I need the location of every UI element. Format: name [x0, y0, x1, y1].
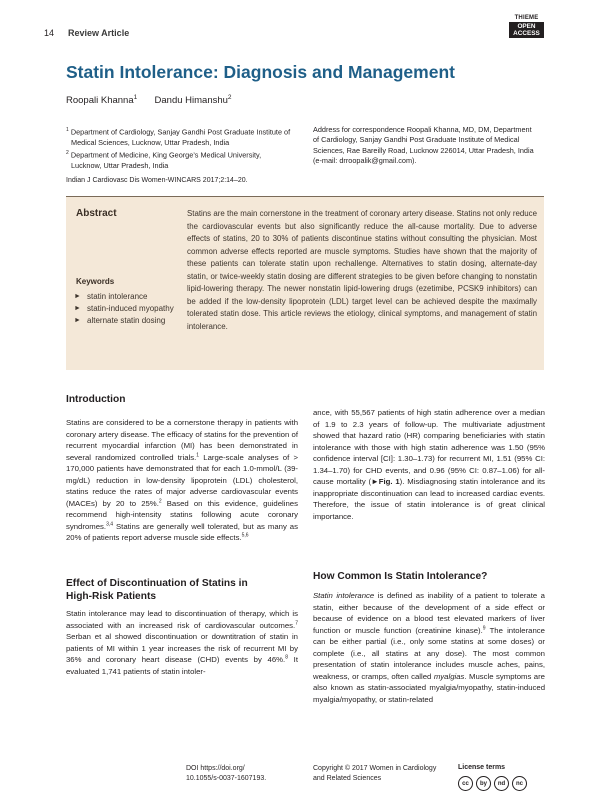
- text-segment: Statins are considered to be a cornerstone therapy in patients with coronary artery disease. The efficacy of statins for the prevention of recurrent myocardial infarction (MI) has been demonstrated in several randomized controlled trials.: [66, 418, 298, 462]
- arrow-bullet-icon: ►: [74, 316, 81, 324]
- text-segment: Statins are generally well tolerated, but as many as 20% of patients report adverse muscle side effects.: [66, 521, 298, 542]
- journal-citation: Indian J Cardiovasc Dis Women-WINCARS 2017;2:14–20.: [66, 177, 248, 184]
- figure-reference: ►Fig. 1: [371, 477, 400, 486]
- reference-mark: 2: [158, 497, 162, 504]
- correspondence-line: (e-mail: drroopalik@gmail.com).: [313, 155, 417, 165]
- correspondence-line: of Cardiology, Sanjay Gandhi Post Graduate Institute of Medical: [313, 135, 520, 145]
- abstract-heading: Abstract: [76, 208, 117, 219]
- how-common-heading: How Common Is Statin Intolerance?: [313, 571, 488, 582]
- text-segment: . Muscle symptoms are also known as statin-associated myalgia/myopathy, statin-induced myalgia/myopathy, or statin-related: [313, 671, 545, 704]
- author-affiliation-mark: 1: [133, 94, 138, 101]
- text-segment: Based on this evidence, guidelines recommend high-intensity statins following acute coronary syndromes.: [66, 498, 298, 531]
- reference-mark: 7: [295, 619, 298, 626]
- text-segment: Large-scale analyses of > 170,000 patients have demonstrated that for each 1.0-mmol/L (39-mg/dL) reduction in low-density lipoprotein (LDL) cholesterol, statins reduce the rates of major adverse cardiovascular events (MACEs) by 20 to 25%.: [66, 452, 298, 508]
- logo-line1: THIEME: [514, 15, 539, 21]
- logo-line3: ACCESS: [513, 30, 540, 37]
- text-segment: myalgias: [433, 671, 465, 681]
- keyword-text: statin-induced myopathy: [87, 303, 174, 313]
- keywords-list: [74, 291, 174, 327]
- keyword-text: alternate statin dosing: [87, 315, 166, 325]
- introduction-text: [66, 417, 298, 544]
- effect-section-text: [66, 608, 298, 677]
- logo-line2: OPEN: [517, 23, 536, 30]
- correspondence-address: [313, 125, 548, 166]
- text-segment: is defined as inability of a patient to tolerate a statin, either because of the development of a side effect or because of evidence on a blood test elevated markers of liver function or muscle function (creatinine kinase).: [313, 591, 545, 635]
- abstract-text: Statins are the main cornerstone in the treatment of coronary artery disease. Statins not only reduce the cardiovascular events but also significantly reduce the all-cause mortality. Due to adverse effects of statins, 20 to 30% of patients discontinue statins without consulting the physician. Most common adverse effects reported are muscle symptoms. Studies have shown that the majority of these patients can tolerate statin upon rechallenge. Alternatives to statin dosing, alternate-day statin, or twice-weekly statin dosing are different strategies to be given before changing to nonstatin lipid-lowering therapy. The newer nonstatin lipid-lowering drugs (ezetimibe, PCSK9 inhibitors) can be added if the low-density lipoprotein (LDL) target level can be achieved despite the maximally tolerated statin dose. This article reviews the etiology, clinical symptoms, and management of statin intolerance.: [187, 209, 537, 331]
- introduction-heading: Introduction: [66, 394, 126, 405]
- text-segment: Serban et al showed discontinuation or downtitration of statin in patients of MI within 1 year increases the risk of recurrent MI by 36% and coronary heart disease (CHD) events by 46%.: [66, 632, 298, 664]
- affiliation-mark: 1: [66, 127, 69, 133]
- nd-icon: nd: [494, 776, 509, 791]
- correspondence-line: Address for correspondence Roopali Khanna, MD, DM, Department: [313, 125, 532, 134]
- reference-mark: 9: [482, 624, 486, 631]
- text-segment: Statin intolerance may lead to discontinuation of therapy, which is associated with an increased risk of cardiovascular outcomes.: [66, 609, 298, 630]
- affiliation-line: Lucknow, Uttar Pradesh, India: [71, 160, 169, 170]
- how-common-text: [313, 590, 545, 705]
- author-name: Dandu Himanshu: [154, 95, 228, 107]
- article-title: Statin Intolerance: Diagnosis and Management: [66, 62, 455, 82]
- author-affiliation-mark: 2: [227, 94, 232, 101]
- heading-line: Effect of Discontinuation of Statins in: [66, 578, 248, 589]
- arrow-bullet-icon: ►: [74, 304, 81, 312]
- effect-section-heading: [66, 577, 298, 603]
- arrow-bullet-icon: ►: [74, 293, 81, 300]
- reference-mark: 8: [285, 654, 288, 661]
- heading-line: High-Risk Patients: [66, 591, 157, 602]
- correspondence-line: Sciences, Rae Bareilly Road, Lucknow 226014, Uttar Pradesh, India: [313, 145, 534, 155]
- keyword-text: statin intolerance: [87, 292, 148, 301]
- license-icons: [458, 776, 527, 791]
- reference-mark: 3,4: [106, 520, 114, 527]
- license-terms-link[interactable]: License terms: [458, 764, 506, 771]
- author-list: [66, 94, 232, 106]
- affiliation-line: Department of Medicine, King George’s Medical University,: [70, 150, 262, 160]
- keyword-item: [74, 303, 174, 315]
- page-number: 14: [44, 28, 55, 38]
- by-icon: by: [476, 776, 491, 791]
- doi-line: 10.1055/s-0037-1607193.: [186, 774, 267, 782]
- doi-line: DOI https://doi.org/: [186, 765, 245, 772]
- keyword-item: [74, 291, 174, 303]
- doi: [186, 764, 266, 783]
- abstract-box: [66, 196, 544, 370]
- copyright-line: and Related Sciences: [313, 774, 382, 782]
- text-segment: The intolerance can be either partial (i.e., only some statins at some doses) or complete (i.e., all statins at any dose). The most common presentation of statin intolerance includes muscle aches, pains, weakness, or cramps, often called: [313, 625, 545, 681]
- thieme-open-access-logo: [509, 15, 544, 43]
- affiliation-line: Medical Sciences, Lucknow, Uttar Pradesh, India: [71, 137, 230, 147]
- keyword-item: [74, 315, 174, 327]
- affiliations: [66, 125, 306, 171]
- text-segment: ance, with 55,567 patients of high statin adherence over a median of 1.9 to 2.3 years of follow-up. The multivariate adjustment showed that hazard ratio (HR) comparing beneficiaries with statin intolerance with those with high statin adherence was 1.50 (95% confidence interval [CI]: 1.30–1.73) for recurrent MI, 1.51 (95% CI: 1.34–1.70) for CHD events, and 0.96 (95% CI: 0.87–1.06) for all-cause mortality (: [313, 408, 545, 486]
- copyright: [313, 764, 436, 783]
- nc-icon: nc: [512, 776, 527, 791]
- cc-icon: cc: [458, 776, 473, 791]
- keywords-heading: Keywords: [76, 277, 115, 286]
- author-name: Roopali Khanna: [66, 95, 134, 107]
- reference-mark: 1: [196, 451, 200, 458]
- affiliation-mark: 2: [66, 150, 69, 157]
- affiliation-line: Department of Cardiology, Sanjay Gandhi Post Graduate Institute of: [70, 127, 291, 137]
- text-segment: ). Misdiagnosing statin intolerance and its inappropriate discontinuation can lead to increased cardiac events. Therefore, the issue of statin intolerance is of great clinical importance.: [313, 477, 545, 521]
- continuation-text: [313, 407, 545, 522]
- text-segment: Statin intolerance: [313, 591, 375, 600]
- text-segment: It evaluated 1,741 patients of statin intoler-: [66, 655, 298, 676]
- copyright-line: Copyright © 2017 Women in Cardiology: [313, 765, 437, 772]
- reference-mark: 5,6: [241, 532, 249, 539]
- article-type: Review Article: [68, 28, 130, 38]
